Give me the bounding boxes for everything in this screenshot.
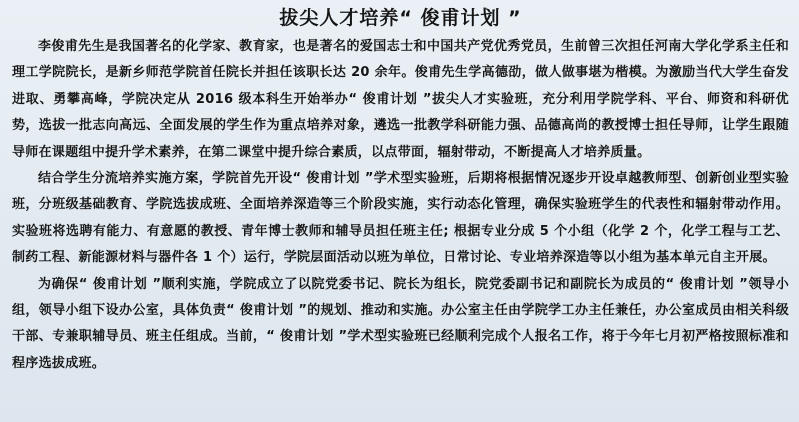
article-title: 拔尖人才培养“ 俊甫计划 ” [279, 7, 522, 29]
paragraph-intro: 李俊甫先生是我国著名的化学家、教育家，也是著名的爱国志士和中国共产党优秀党员，生前曾三次担任河南大学化学系主任和理工学院院长，是新乡师范学院首任院长并担任该职长达 20 余年。俊甫先生学高德劭，做人做事堪为楷模。为激励当代大学生奋发进取、勇攀高峰，学院决定从 2016 级本科生开始举办“ 俊甫计划 ”拔尖人才实验班，充分利用学院学科、平台、师资和科研优势，选拔一批志向高远、全面发展的学生作为重点培养对象，遴选一批教学科研能力强、品德高尚的教授博士担任导师，让学生跟随导师在课题组中提升学术素养，在第二课堂中提升综合素质，以点带面，辐射带动，不断提高人才培养质量。 [12, 39, 789, 160]
paragraph-organization: 为确保“ 俊甫计划 ”顺利实施，学院成立了以院党委书记、院长为组长，院党委副书记和副院长为成员的“ 俊甫计划 ”领导小组，领导小组下设办公室，具体负责“ 俊甫计划 ”的规划、推动和实施。办公室主任由学院学工办主任兼任，办公室成员由相关科级干部、专兼职辅导员、班主任组成。当前，“ 俊甫计划 ”学术型实验班已经顺利完成个人报名工作，将于今年七月初严格按照标准和程序选拔成班。 [12, 276, 789, 371]
paragraph-implementation: 结合学生分流培养实施方案，学院首先开设“ 俊甫计划 ”学术型实验班，后期将根据情况逐步开设卓越教师型、创新创业型实验班，分班级基础教育、学院选拔成班、全面培养深造等三个阶段实施，实行动态化管理，确保实验班学生的代表性和辐射带动作用。实验班将选聘有能力、有意愿的教授、青年博士教师和辅导员担任班主任; 根据专业分成 5 个小组（化学 2 个，化学工程与工艺、制药工程、新能源材料与器件各 1 个）运行，学院层面活动以班为单位，日常讨论、专业培养深造等以小组为基本单元自主开展。 [12, 171, 789, 266]
